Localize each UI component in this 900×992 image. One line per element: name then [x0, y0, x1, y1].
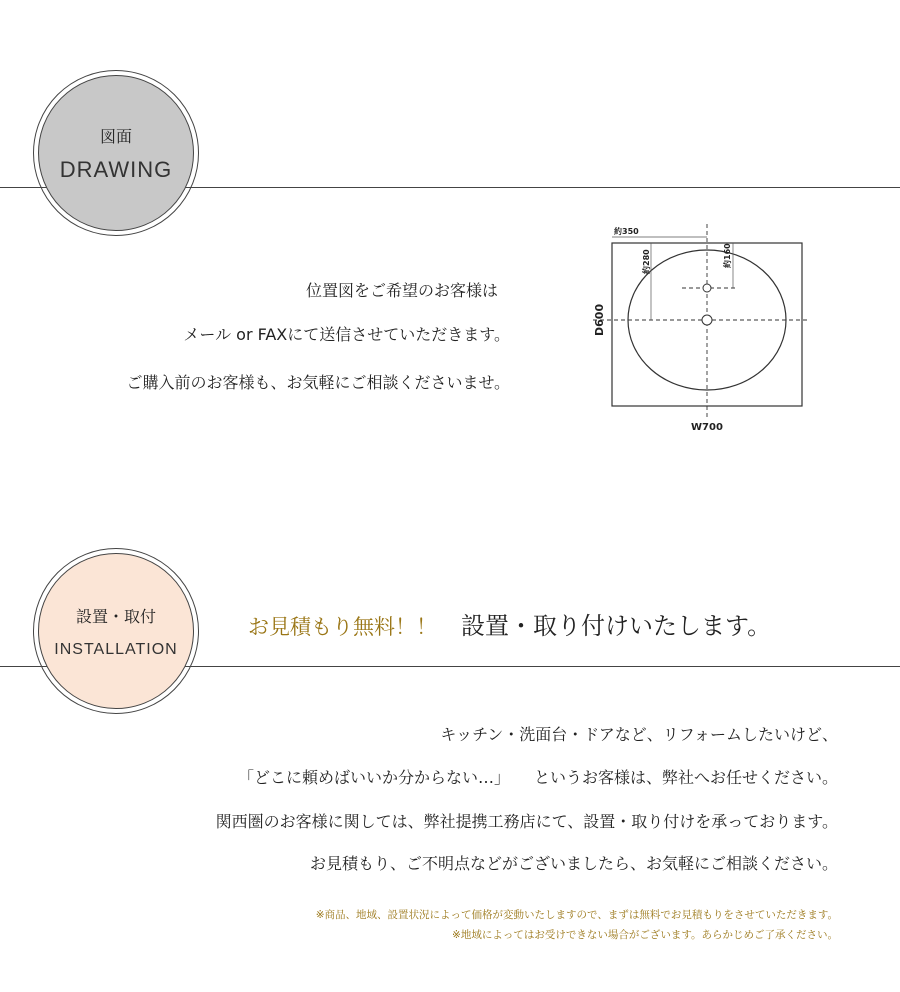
install-line-2: 「どこに頼めばいいか分からない…」 というお客様は、弊社へお任せください。	[237, 768, 838, 787]
drawing-badge-jp: 図面	[99, 126, 132, 146]
drawing-line-3: ご購入前のお客様も、お気軽にご相談くださいませ。	[126, 373, 510, 392]
note-price: ※商品、地域、設置状況によって価格が変動いたしますので、まずは無料でお見積もりをさせていただきます。	[315, 909, 838, 921]
faucet-hole	[703, 284, 711, 292]
drain-hole	[702, 315, 712, 325]
label-280: 約280	[642, 249, 651, 274]
install-badge-inner	[38, 553, 194, 709]
basin-plan-drawing	[585, 212, 815, 440]
install-badge	[33, 548, 199, 714]
drawing-line-2: メール or FAXにて送信させていただきます。	[183, 325, 510, 344]
free-estimate-text: お見積もり無料！！	[248, 615, 437, 639]
install-line-4: お見積もり、ご不明点などがございましたら、お気軽にご相談ください。	[309, 854, 838, 873]
note-region: ※地域によってはお受けできない場合がございます。あらかじめご了承ください。	[452, 929, 838, 941]
install-badge-jp: 設置・取付	[75, 606, 156, 626]
drawing-badge-en: DRAWING	[59, 156, 173, 182]
install-badge-en: INSTALLATION	[54, 640, 178, 658]
drawing-badge-inner	[38, 75, 194, 231]
label-160: 約160	[723, 243, 732, 268]
label-350: 約350	[614, 227, 639, 236]
install-line-1: キッチン・洗面台・ドアなど、リフォームしたいけど、	[440, 725, 838, 744]
label-depth: D600	[593, 303, 606, 336]
label-width: W700	[691, 422, 723, 433]
drawing-line-1: 位置図をご希望のお客様は	[305, 281, 498, 300]
install-line-3: 関西圏のお客様に関しては、弊社提携工務店にて、設置・取り付けを承っております。	[215, 812, 838, 831]
install-headline: 設置・取り付けいたします。	[461, 612, 772, 640]
install-offer	[248, 606, 771, 641]
drawing-badge	[33, 70, 199, 236]
